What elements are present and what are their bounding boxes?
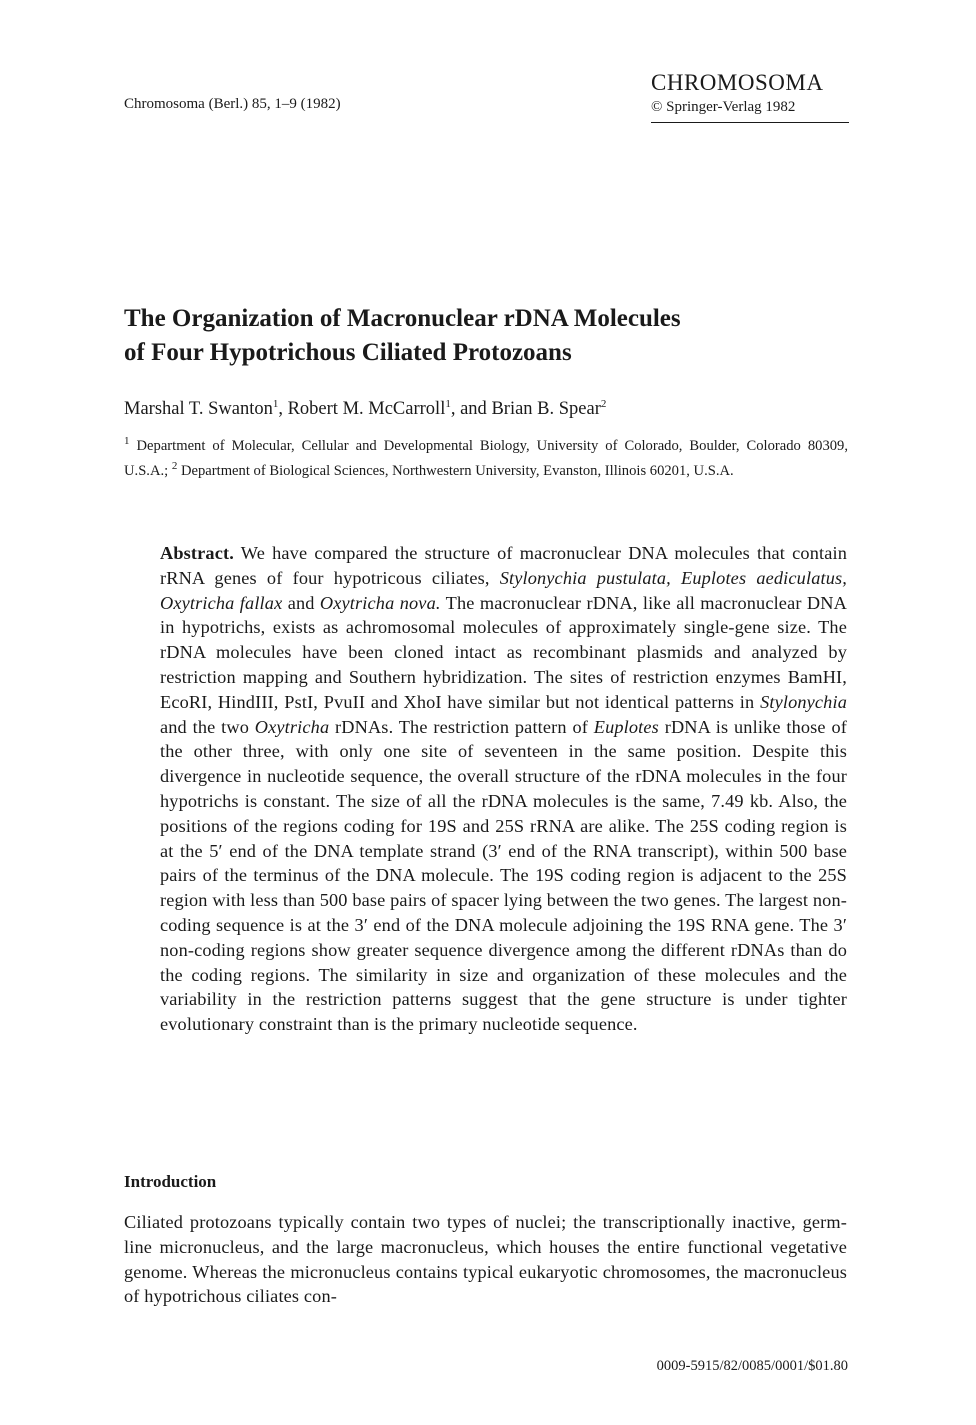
section-heading-introduction: Introduction xyxy=(124,1172,217,1191)
author-separator: , and xyxy=(450,399,492,420)
journal-masthead xyxy=(651,70,849,123)
author-affil-mark: 1 xyxy=(445,398,451,410)
abstract xyxy=(160,541,847,1037)
title-line-1: The Organization of Macronuclear rDNA Molecules xyxy=(124,305,681,332)
affiliations xyxy=(124,431,848,481)
introduction-text: Ciliated protozoans typically contain two types of nuclei; the transcriptionally inactive, germ-line micronucleus, and the large macronucleus, which houses the entire functional vegetative genome. Whereas the micronucleus contains typical eukaryotic chromosomes, the macronucleus of hypotrichous ciliates con- xyxy=(124,1212,847,1307)
author-name: Robert M. McCarroll xyxy=(287,399,446,420)
abstract-text: and xyxy=(282,592,320,613)
species-name: Oxytricha xyxy=(254,716,330,737)
abstract-text: We have compared the structure of macronuclear DNA molecules that contain rRNA genes of four hypotricous ciliates, xyxy=(160,543,847,588)
masthead-rule xyxy=(651,122,849,123)
abstract-text: rDNAs. The restriction pattern of xyxy=(329,716,594,737)
affil-mark: 1 xyxy=(124,435,130,447)
author-list xyxy=(124,398,606,420)
abstract-label: Abstract. xyxy=(160,543,234,563)
author-name: Brian B. Spear xyxy=(491,399,601,420)
title-line-2: of Four Hypotrichous Ciliated Protozoans xyxy=(124,339,572,366)
affiliation-text: Department of Molecular, Cellular and Developmental Biology, University of Colorado, Boulder, Colorado 80309, U.S.A.; xyxy=(124,437,848,479)
article-code: 0009-5915/82/0085/0001/$01.80 xyxy=(656,1358,848,1374)
species-name: Oxytricha nova. xyxy=(319,592,441,613)
author-affil-mark: 1 xyxy=(272,398,279,410)
species-name: Stylonychia pustulata, Euplotes aediculatus, Oxytricha fallax xyxy=(160,567,847,613)
copyright-notice: © Springer-Verlag 1982 xyxy=(651,99,796,115)
species-name: Stylonychia xyxy=(760,691,847,712)
abstract-text: rDNA is unlike those of the other three, with only one site of seventeen in the same position. Despite this divergence in nucleotide sequence, the overall structure of the rDNA molecules in the four hypotrichs is constant. The size of all the rDNA molecules is the same, 7.49 kb. Also, the positions of the regions coding for 19S and 25S rRNA are alike. The 25S coding region is at the 5′ end of the DNA template strand (3′ end of the RNA transcript), within 500 base pairs of the terminus of the DNA molecule. The 19S coding region is adjacent to the 25S region with less than 500 base pairs of spacer lying between the two genes. The largest non-coding sequence is at the 3′ end of the DNA molecule adjoining the 19S RNA gene. The 3′ non-coding regions show greater sequence divergence among the different rDNAs than do the coding regions. The similarity in size and organization of these molecules and the variability in the restriction patterns suggest that the gene structure is under tighter evolutionary constraint than is the primary nucleotide sequence. xyxy=(160,716,847,1035)
journal-name: CHROMOSOMA xyxy=(651,70,824,95)
author-affil-mark: 2 xyxy=(600,398,607,410)
author-name: Marshal T. Swanton xyxy=(124,399,273,420)
affiliation-text: Department of Biological Sciences, Northwestern University, Evanston, Illinois 60201, U.S.A. xyxy=(177,462,734,479)
author-separator: , xyxy=(278,399,288,420)
abstract-text: The macronuclear rDNA, like all macronuclear DNA in hypotrichs, exists as achromosomal molecules of approximately single-gene size. The rDNA molecules have been cloned intact as recombinant plasmids and analyzed by restriction mapping and Southern hybridization. The sites of restriction enzymes BamHI, EcoRI, HindIII, PstI, PvuII and XhoI have similar but not identical patterns in xyxy=(160,592,847,712)
journal-citation: Chromosoma (Berl.) 85, 1–9 (1982) xyxy=(124,96,341,112)
abstract-text: and the two xyxy=(160,716,255,737)
species-name: Euplotes xyxy=(593,716,659,737)
paper-title xyxy=(124,302,844,370)
affil-mark: 2 xyxy=(171,459,178,472)
